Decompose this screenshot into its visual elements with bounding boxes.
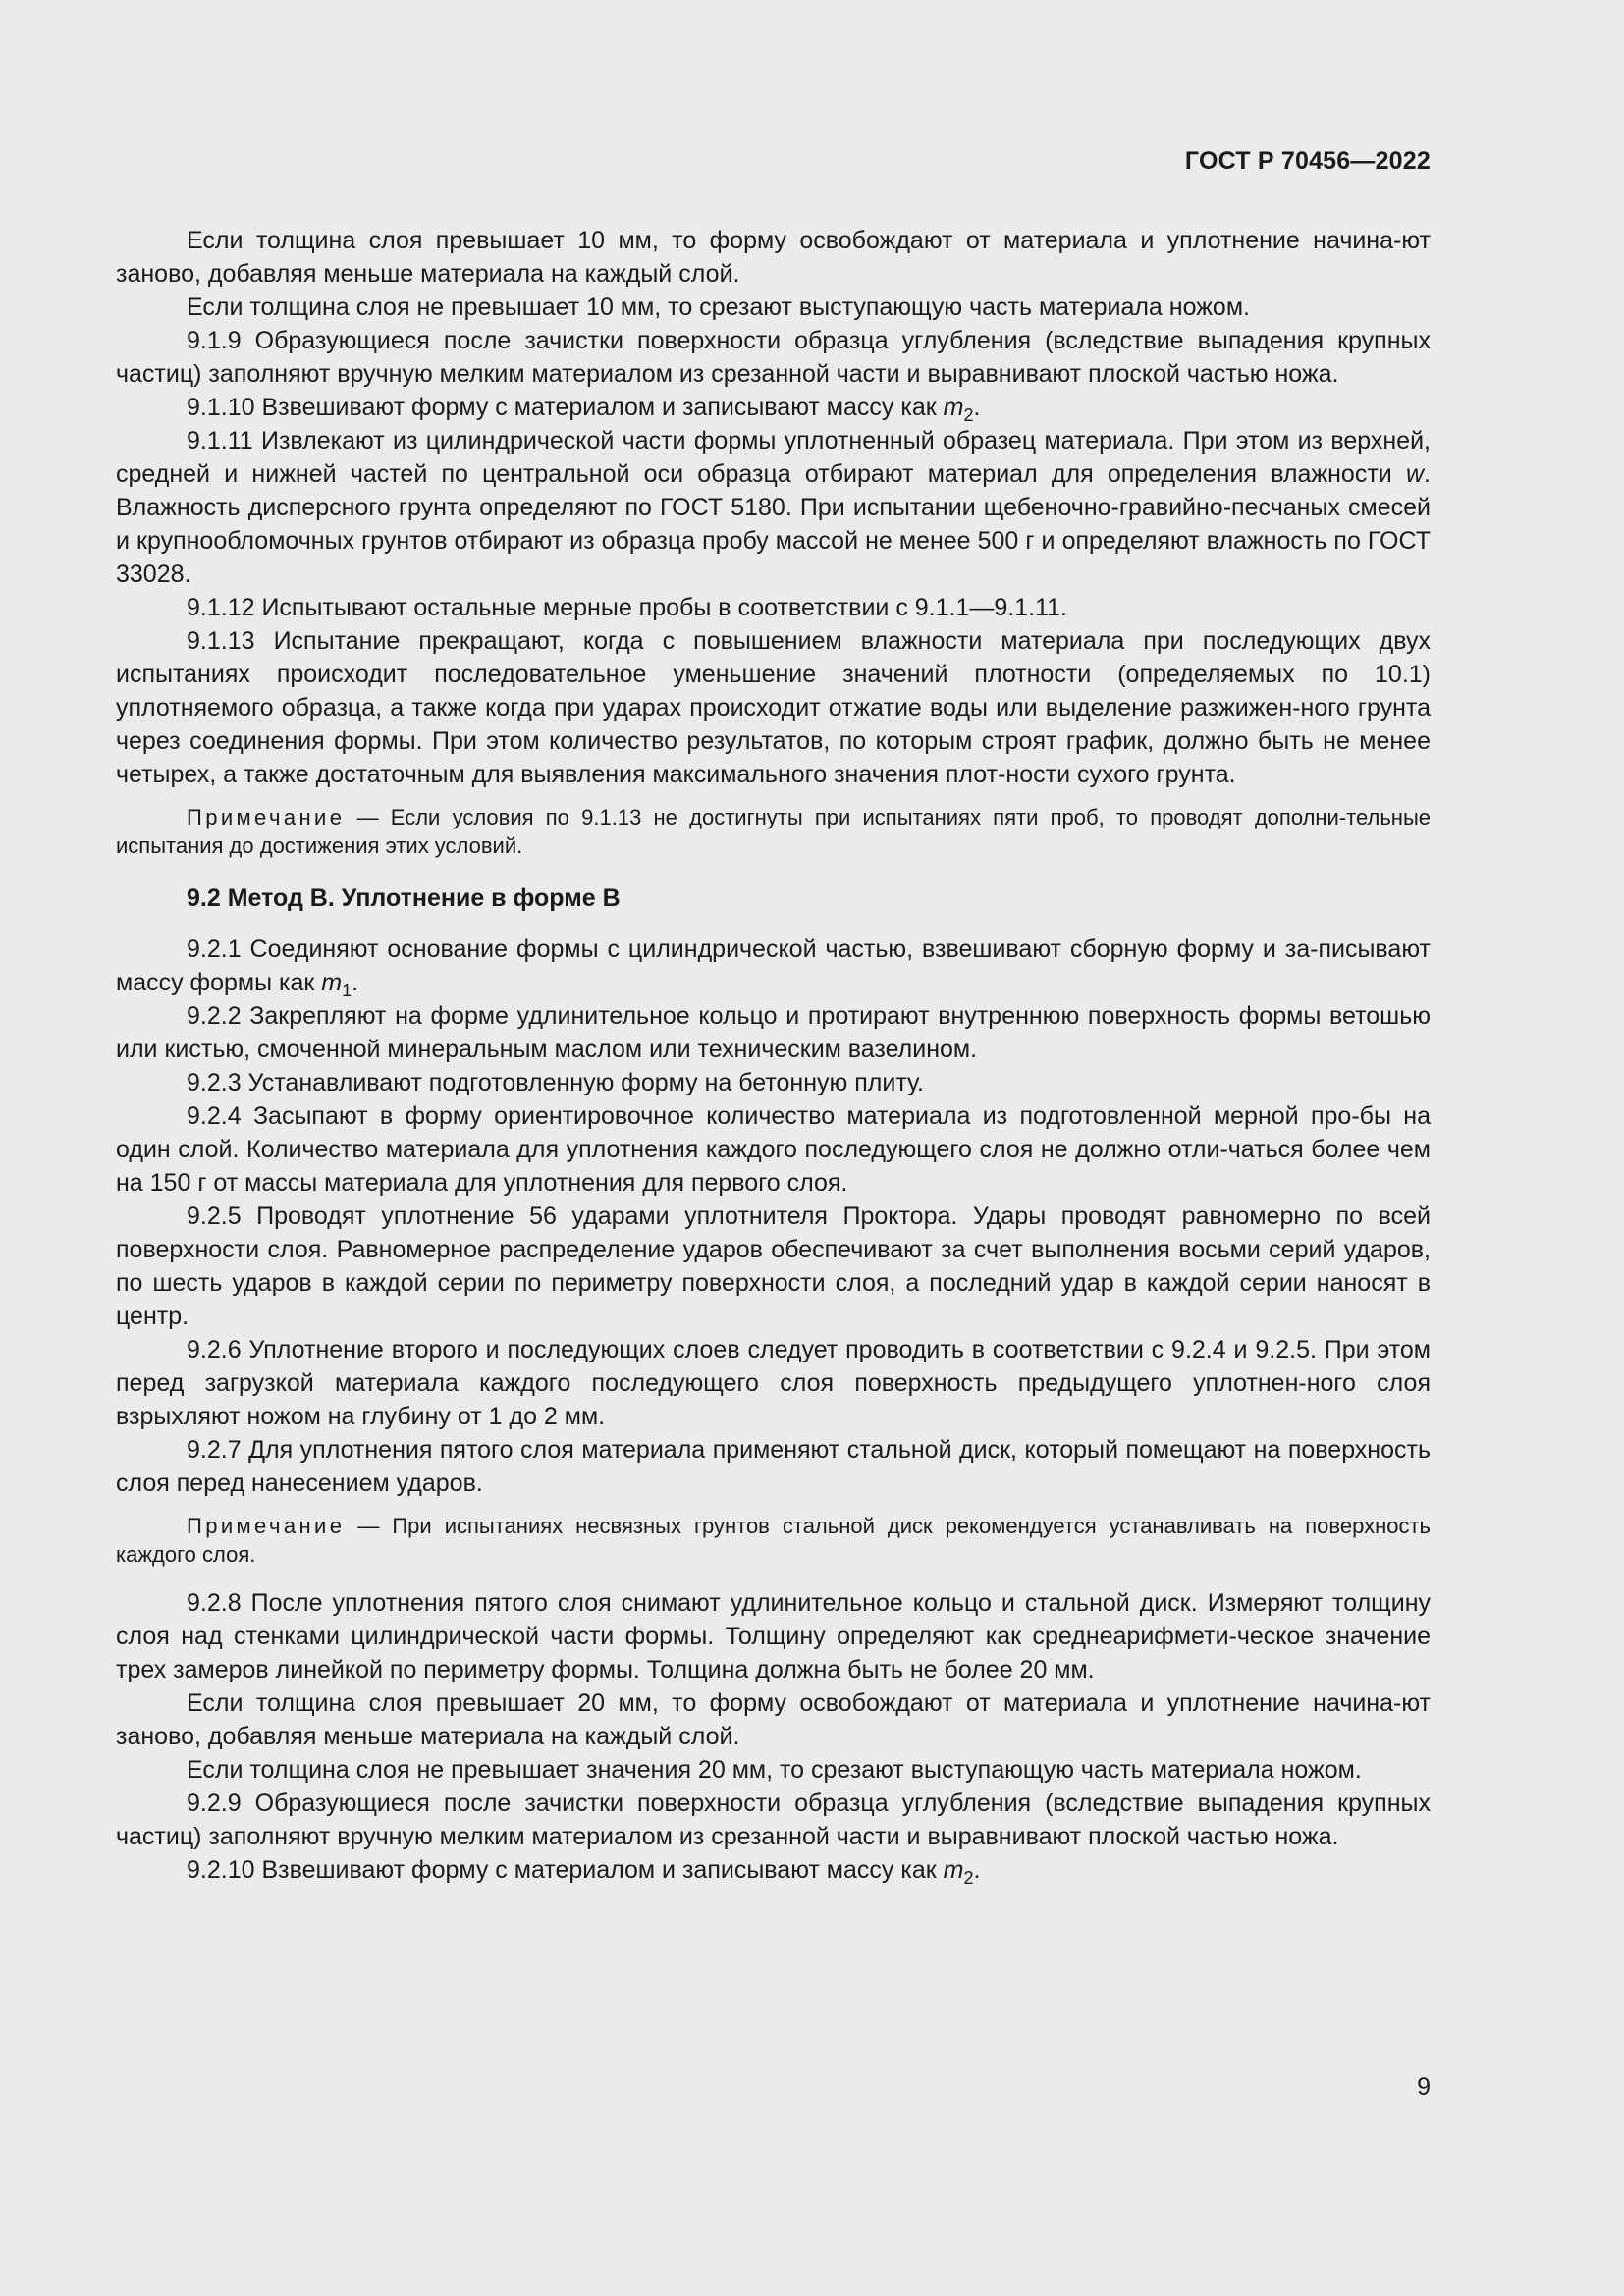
formula-m1 bbox=[321, 969, 352, 1000]
paragraph-9-2-10-end: . bbox=[973, 1856, 981, 1884]
paragraph-9-2-8: 9.2.8 После уплотнения пятого слоя снимают удлинительное кольцо и стальной диск. Измеряют толщину слоя над стенками цилиндрической части формы. Толщину определяют как среднеарифмети-ческое значение трех замеров линейкой по периметру формы. Толщина должна быть не более 20 мм. bbox=[116, 1589, 1431, 1683]
paragraph-9-2-1-end: . bbox=[352, 969, 359, 996]
section-heading-9-2: 9.2 Метод В. Уплотнение в форме В bbox=[187, 884, 621, 912]
paragraph-9-2-10-text: 9.2.10 Взвешивают форму с материалом и записывают массу как bbox=[187, 1856, 944, 1884]
paragraph-9-2-3: 9.2.3 Устанавливают подготовленную форму на бетонную плиту. bbox=[187, 1069, 924, 1096]
paragraph-9-1-9: 9.1.9 Образующиеся после зачистки поверхности образца углубления (вследствие выпадения крупных частиц) заполняют вручную мелким материалом из срезанной части и выравнивают плоской частью ножа. bbox=[116, 327, 1431, 388]
paragraph-9-2-1-text: 9.2.1 Соединяют основание формы с цилиндрической частью, взвешивают сборную форму и за-писывают массу формы как bbox=[116, 935, 1431, 996]
paragraph-9-2-1 bbox=[116, 933, 1431, 999]
paragraph-9-2-7: 9.2.7 Для уплотнения пятого слоя материала применяют стальной диск, который помещают на поверхность слоя перед нанесением ударов. bbox=[116, 1436, 1431, 1497]
paragraph-9-1-12: 9.1.12 Испытывают остальные мерные пробы в соответствии с 9.1.1—9.1.11. bbox=[187, 594, 1067, 621]
paragraph-9-1-10-end: . bbox=[973, 394, 981, 421]
paragraph-9-1-10-text: 9.1.10 Взвешивают форму с материалом и записывают массу как bbox=[187, 394, 944, 421]
paragraph-9-1-11-part-a: 9.1.11 Извлекают из цилиндрической части формы уплотненный образец материала. При этом из верхней, средней и нижней частей по центральной оси образца отбирают материал для определения влажности bbox=[116, 427, 1431, 488]
paragraph-thickness-over-10: Если толщина слоя превышает 10 мм, то форму освобождают от материала и уплотнение начина-ют заново, добавляя меньше материала на каждый слой. bbox=[116, 227, 1431, 288]
formula-m2 bbox=[943, 1856, 974, 1888]
note-text: — Если условия по 9.1.13 не достигнуты при испытаниях пяти проб, то проводят дополни-тельные испытания до достижения этих условий. bbox=[116, 805, 1431, 858]
page-content bbox=[116, 224, 1431, 1887]
formula-subscript: 1 bbox=[342, 981, 352, 1000]
page-number: 9 bbox=[1417, 2073, 1431, 2101]
formula-variable: m bbox=[943, 394, 964, 421]
note-9-1 bbox=[116, 803, 1431, 860]
paragraph-9-2-6: 9.2.6 Уплотнение второго и последующих слоев следует проводить в соответствии с 9.2.4 и 9.2.5. При этом перед загрузкой материала каждого последующего слоя поверхность предыдущего уплотнен-ного слоя взрыхляют ножом на глубину от 1 до 2 мм. bbox=[116, 1336, 1431, 1430]
paragraph-9-1-13: 9.1.13 Испытание прекращают, когда с повышением влажности материала при последующих двух испытаниях происходит последовательное уменьшение значений плотности (определяемых по 10.1) уплотняемого образца, а также когда при ударах происходит отжатие воды или выделение разжижен-ного грунта через соединения формы. При этом количество результатов, по которым строят график, должно быть не менее четырех, а также достаточным для выявления максимального значения плот-ности сухого грунта. bbox=[116, 627, 1431, 788]
formula-w: w bbox=[1405, 460, 1425, 488]
note-label: Примечание bbox=[187, 805, 346, 829]
paragraph-thickness-under-20: Если толщина слоя не превышает значения 20 мм, то срезают выступающую часть материала ножом. bbox=[187, 1756, 1362, 1784]
paragraph-9-2-9: 9.2.9 Образующиеся после зачистки поверхности образца углубления (вследствие выпадения крупных частиц) заполняют вручную мелким материалом из срезанной части и выравнивают плоской частью ножа. bbox=[116, 1789, 1431, 1850]
paragraph-9-2-2: 9.2.2 Закрепляют на форме удлинительное кольцо и протирают внутреннюю поверхность формы ветошью или кистью, смоченной минеральным маслом или техническим вазелином. bbox=[116, 1002, 1431, 1063]
paragraph-9-2-4: 9.2.4 Засыпают в форму ориентировочное количество материала из подготовленной мерной про-бы на один слой. Количество материала для уплотнения каждого последующего слоя не должно отли-чаться более чем на 150 г от массы материала для уплотнения для первого слоя. bbox=[116, 1102, 1431, 1197]
formula-variable: m bbox=[321, 969, 343, 996]
paragraph-9-1-11 bbox=[116, 424, 1431, 591]
paragraph-9-1-10 bbox=[116, 391, 1431, 424]
note-9-2 bbox=[116, 1512, 1431, 1569]
formula-variable: m bbox=[943, 1856, 964, 1884]
paragraph-thickness-under-10: Если толщина слоя не превышает 10 мм, то срезают выступающую часть материала ножом. bbox=[187, 294, 1250, 321]
formula-subscript: 2 bbox=[963, 1868, 974, 1888]
paragraph-thickness-over-20: Если толщина слоя превышает 20 мм, то форму освобождают от материала и уплотнение начина-ют заново, добавляя меньше материала на каждый слой. bbox=[116, 1689, 1431, 1750]
document-code-header: ГОСТ Р 70456—2022 bbox=[1184, 147, 1431, 175]
paragraph-9-2-5: 9.2.5 Проводят уплотнение 56 ударами уплотнителя Проктора. Удары проводят равномерно по всей поверхности слоя. Равномерное распределение ударов обеспечивают за счет выполнения восьми серий ударов, по шесть ударов в каждой серии по периметру поверхности слоя, а последний удар в каждой серии наносят в центр. bbox=[116, 1202, 1431, 1330]
note-label: Примечание bbox=[187, 1514, 346, 1538]
formula-m2 bbox=[943, 394, 974, 425]
paragraph-9-2-10 bbox=[116, 1853, 1431, 1887]
paragraph-9-1-11-part-b: . Влажность дисперсного грунта определяют по ГОСТ 5180. При испытании щебеночно-гравийно-песчаных смесей и крупнообломочных грунтов отбирают из образца пробу массой не менее 500 г и определяют влажность по ГОСТ 33028. bbox=[116, 460, 1431, 588]
formula-subscript: 2 bbox=[963, 405, 974, 425]
note-text: — При испытаниях несвязных грунтов стальной диск рекомендуется устанавливать на поверхность каждого слоя. bbox=[116, 1514, 1431, 1567]
